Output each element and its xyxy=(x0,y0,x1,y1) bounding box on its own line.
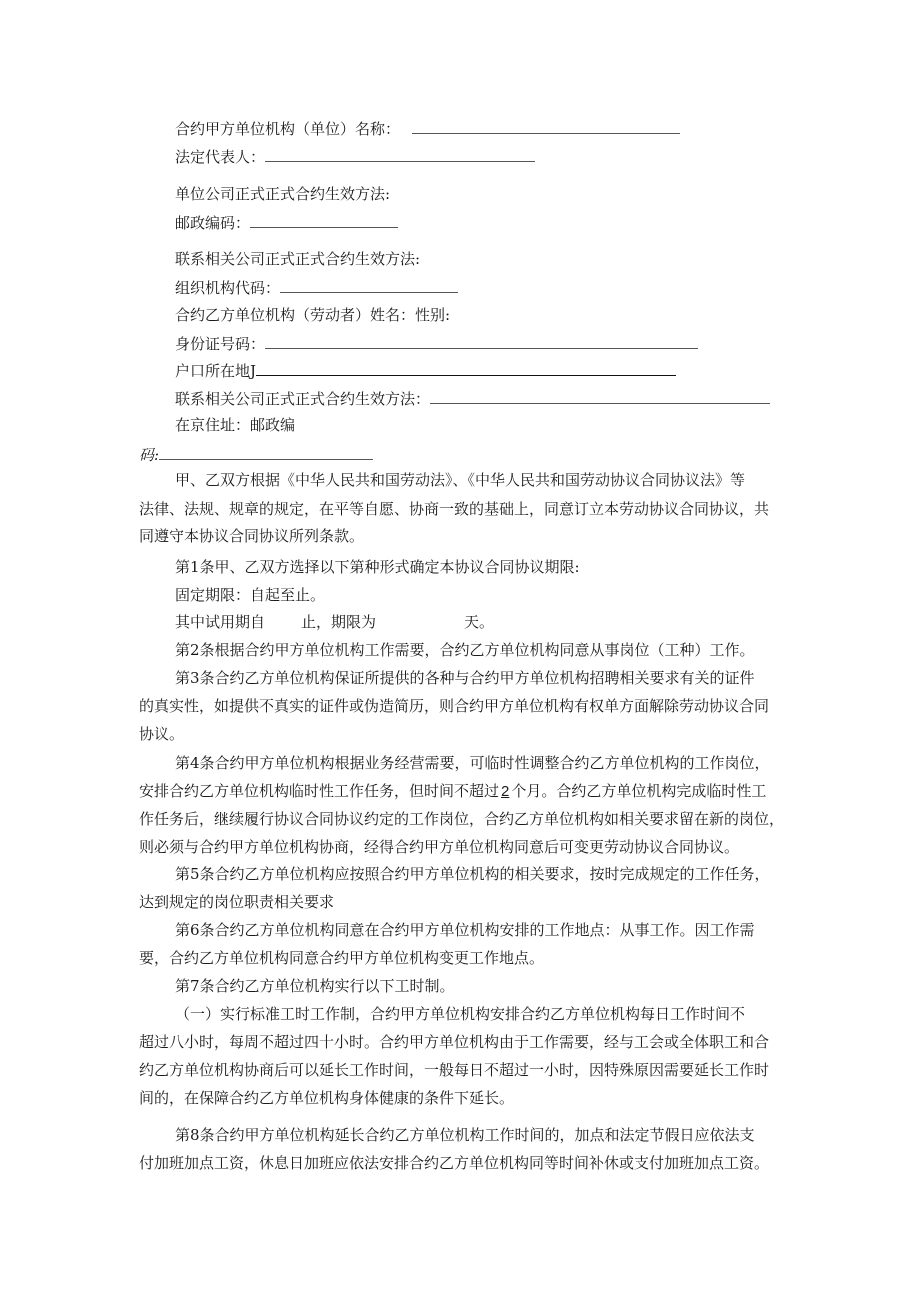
party-b-name-row xyxy=(175,305,450,325)
contact-label-2: 联系相关公司正式正式合约生效方法： xyxy=(175,390,431,408)
article-7-1-line-3: 约乙方单位机构协商后可以延长工作时间，一般每日不超过一小时，因特殊原因需要延长工作时 xyxy=(139,1061,770,1079)
org-code-label: 组织机构代码： xyxy=(175,279,281,297)
article-5-line-1: 第5条合约乙方单位机构应按照合约甲方单位机构的相关要求，按时完成规定的工作任务， xyxy=(175,865,770,883)
article-6-line-1: 第6条合约乙方单位机构同意在合约甲方单位机构安排的工作地点：从事工作。因工作需 xyxy=(175,921,755,939)
unit-contact-label: 单位公司正式正式合约生效方法: xyxy=(175,185,391,203)
contact-row xyxy=(175,249,420,269)
legal-rep-blank xyxy=(265,146,535,162)
article-5-line-2: 达到规定的岗位职责相关要求 xyxy=(139,893,335,911)
party-a-name-row xyxy=(175,118,680,139)
article-7-1-line-1: （一）实行标准工时工作制，合约甲方单位机构安排合约乙方单位机构每日工作时间不 xyxy=(175,1005,746,1023)
contact-blank-2 xyxy=(430,388,770,404)
id-number-row xyxy=(175,333,698,354)
legal-rep-row xyxy=(175,146,535,167)
probation-row xyxy=(175,612,494,632)
unit-contact-row xyxy=(175,184,390,204)
article-3-line-3: 协议。 xyxy=(139,725,185,743)
article-3-line-2: 的真实性，如提供不真实的证件或伪造简历，则合约甲方单位机构有权单方面解除劳动协议合同 xyxy=(139,697,770,715)
beijing-addr-row xyxy=(175,415,295,435)
id-number-label: 身份证号码： xyxy=(175,335,266,353)
article-8-line-2: 付加班加点工资，休息日加班应依法安排合约乙方单位机构同等时间补休或支付加班加点工资。 xyxy=(139,1154,770,1172)
article-3-line-1: 第3条合约乙方单位机构保证所提供的各种与合约甲方单位机构招聘相关要求有关的证件 xyxy=(175,669,755,687)
article-2: 第2条根据合约甲方单位机构工作需要，合约乙方单位机构同意从事岗位（工种）工作。 xyxy=(175,641,755,659)
party-b-name-label: 合约乙方单位机构（劳动者）姓名：性别: xyxy=(175,306,451,324)
postcode-row-2 xyxy=(139,444,373,465)
postcode-label: 邮政编码： xyxy=(175,214,251,232)
article-4-line-2 xyxy=(139,781,766,802)
postcode-blank xyxy=(250,212,398,228)
org-code-row xyxy=(175,277,458,298)
preamble-line-1: 甲、乙双方根据《中华人民共和国劳动法》、《中华人民共和国劳动协议合同协议法》等 xyxy=(175,471,746,489)
article-4-months: 2 xyxy=(501,783,510,800)
article-6-line-2: 要，合约乙方单位机构同意合约甲方单位机构变更工作地点。 xyxy=(139,949,545,967)
article-4-line-2-end: 个月。合约乙方单位机构完成临时性工 xyxy=(511,782,767,800)
contact-label: 联系相关公司正式正式合约生效方法: xyxy=(175,250,421,268)
article-7-1-line-4: 间的，在保障合约乙方单位机构身体健康的条件下延长。 xyxy=(139,1089,515,1107)
article-8-line-1: 第8条合约甲方单位机构延长合约乙方单位机构工作时间的，加点和法定节假日应依法支 xyxy=(175,1126,755,1144)
article-4-line-4: 则必须与合约甲方单位机构协商，经得合约甲方单位机构同意后可变更劳动协议合同协议。 xyxy=(139,838,740,856)
party-a-name-blank xyxy=(412,118,680,134)
contact-row-2 xyxy=(175,388,770,409)
article-7: 第7条合约乙方单位机构实行以下工时制。 xyxy=(175,977,455,995)
probation-end: 止，期限为 xyxy=(301,613,377,631)
article-4-line-1: 第4条合约甲方单位机构根据业务经营需要，可临时性调整合约乙方单位机构的工作岗位， xyxy=(175,754,770,772)
beijing-addr-label: 在京住址：邮政编 xyxy=(175,416,296,434)
org-code-blank xyxy=(280,277,458,293)
party-a-name-label: 合约甲方单位机构（单位）名称： xyxy=(175,120,401,138)
probation-days: 天。 xyxy=(464,613,495,631)
article-4-line-3: 作任务后，继续履行协议合同协议约定的工作岗位，合约乙方单位机构如相关要求留在新的岗位， xyxy=(139,810,785,828)
fixed-term: 固定期限：自起至止。 xyxy=(175,586,326,604)
hukou-row xyxy=(175,360,676,381)
preamble-line-2: 法律、法规、规章的规定，在平等自愿、协商一致的基础上，同意订立本劳动协议合同协议，共 xyxy=(139,500,770,518)
postcode-blank-2 xyxy=(159,444,373,460)
legal-rep-label: 法定代表人： xyxy=(175,148,266,166)
probation-start: 其中试用期自 xyxy=(175,613,266,631)
article-7-1-line-2: 超过八小时，每周不超过四十小时。合约甲方单位机构由于工作需要，经与工会或全体职工和合 xyxy=(139,1033,770,1051)
id-number-blank xyxy=(265,333,698,349)
hukou-blank xyxy=(256,360,676,376)
postcode-row xyxy=(175,212,398,233)
preamble-line-3: 同遵守本协议合同协议所列条款。 xyxy=(139,527,365,545)
postcode-label-2: 码: xyxy=(139,446,160,464)
hukou-label: 户口所在地J xyxy=(175,362,257,380)
article-1: 第1条甲、乙双方选择以下第种形式确定本协议合同协议期限: xyxy=(175,558,580,576)
article-4-line-2-start: 安排合约乙方单位机构临时性工作任务，但时间不超过 xyxy=(139,782,500,800)
